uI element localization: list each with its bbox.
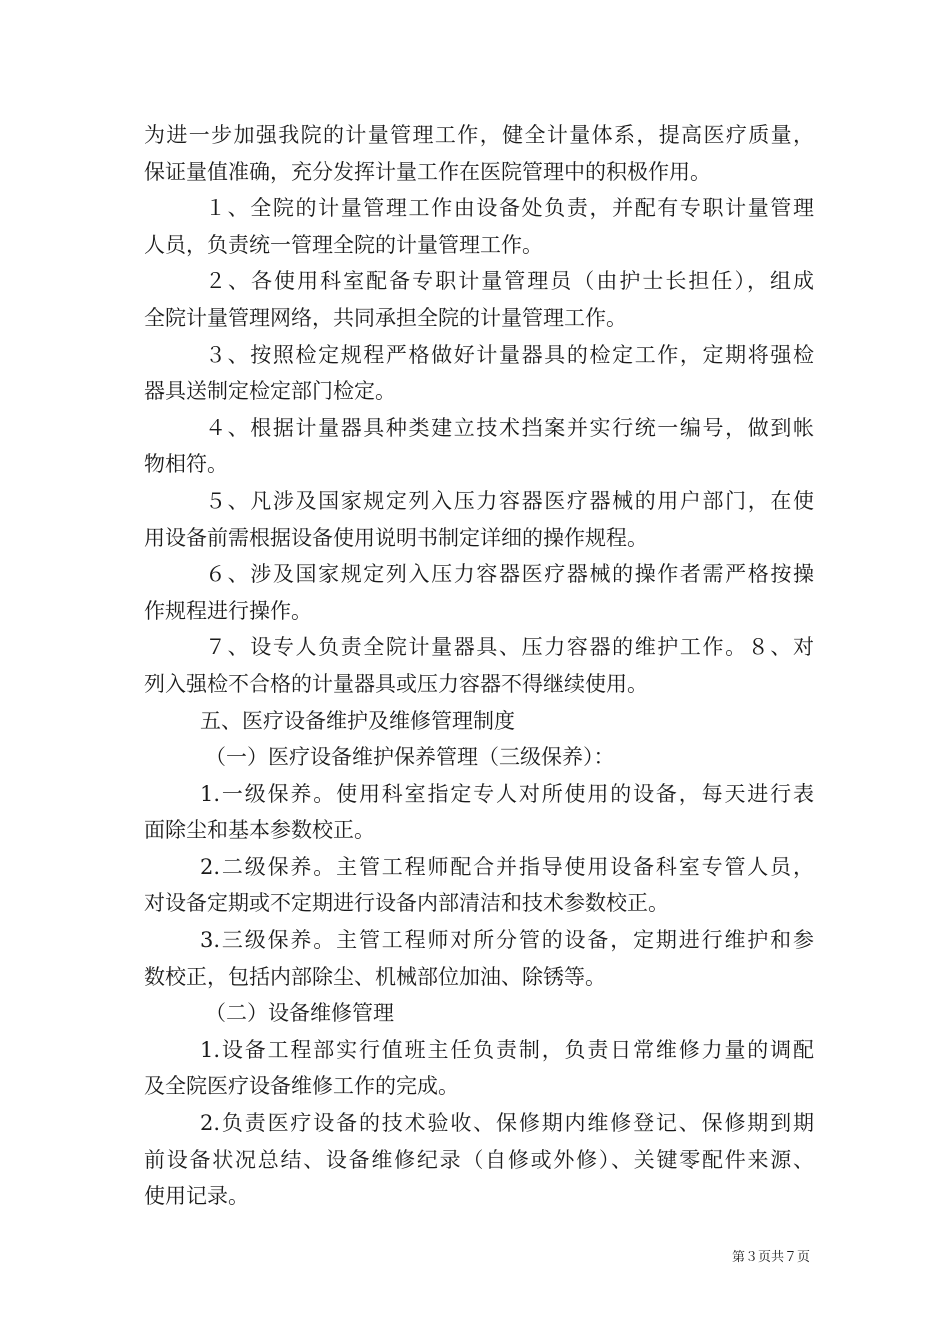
paragraph-item-4: ４、根据计量器具种类建立技术挡案并实行统一编号，做到帐 bbox=[205, 415, 814, 440]
paragraph-item-3: ３、按照检定规程严格做好计量器具的检定工作，定期将强检 bbox=[205, 342, 814, 367]
paragraph-item: 1.一级保养。使用科室指定专人对所使用的设备，每天进行表 bbox=[200, 781, 814, 806]
subsection-heading: （一）医疗设备维护保养管理（三级保养）： bbox=[205, 745, 615, 770]
text-line: 用设备前需根据设备使用说明书制定详细的操作规程。 bbox=[144, 525, 648, 550]
paragraph-item-7: ７、设专人负责全院计量器具、压力容器的维护工作。８、对 bbox=[205, 635, 814, 660]
text-line: 面除尘和基本参数校正。 bbox=[144, 818, 375, 843]
text-line: 前设备状况总结、设备维修纪录（自修或外修）、关键零配件来源、 bbox=[144, 1147, 814, 1172]
text-line: 数校正，包括内部除尘、机械部位加油、除锈等。 bbox=[144, 964, 606, 989]
paragraph-item: 3.三级保养。主管工程师对所分管的设备，定期进行维护和参 bbox=[200, 928, 814, 953]
text-line: 器具送制定检定部门检定。 bbox=[144, 379, 396, 404]
paragraph-item-5: ５、凡涉及国家规定列入压力容器医疗器械的用户部门，在使 bbox=[205, 488, 814, 513]
paragraph-item-2: ２、各使用科室配备专职计量管理员（由护士长担任），组成 bbox=[205, 269, 814, 294]
page-number: 第３页共７页 bbox=[731, 1250, 810, 1265]
text-line: 物相符。 bbox=[144, 452, 228, 477]
text-line: 为进一步加强我院的计量管理工作，健全计量体系，提高医疗质量， bbox=[144, 123, 814, 147]
paragraph-item: 1.设备工程部实行值班主任负责制，负责日常维修力量的调配 bbox=[200, 1037, 814, 1062]
document-body bbox=[144, 117, 814, 1215]
section-heading: 五、医疗设备维护及维修管理制度 bbox=[200, 708, 515, 733]
text-line: 列入强检不合格的计量器具或压力容器不得继续使用。 bbox=[144, 671, 648, 696]
text-line: 及全院医疗设备维修工作的完成。 bbox=[144, 1074, 459, 1099]
subsection-heading: （二）设备维修管理 bbox=[205, 1001, 394, 1026]
text-line: 使用记录。 bbox=[144, 1184, 249, 1209]
text-line: 人员，负责统一管理全院的计量管理工作。 bbox=[144, 232, 543, 257]
paragraph-item: 2.负责医疗设备的技术验收、保修期内维修登记、保修期到期 bbox=[200, 1111, 814, 1136]
paragraph-item: 2.二级保养。主管工程师配合并指导使用设备科室专管人员， bbox=[200, 854, 814, 879]
text-line: 保证量值准确，充分发挥计量工作在医院管理中的积极作用。 bbox=[144, 159, 711, 184]
paragraph-item-6: ６、涉及国家规定列入压力容器医疗器械的操作者需严格按操 bbox=[205, 562, 814, 587]
text-line: 对设备定期或不定期进行设备内部清洁和技术参数校正。 bbox=[144, 891, 669, 916]
text-line: 全院计量管理网络，共同承担全院的计量管理工作。 bbox=[144, 305, 627, 330]
paragraph-item-1: １、全院的计量管理工作由设备处负责，并配有专职计量管理 bbox=[205, 196, 814, 221]
text-line: 作规程进行操作。 bbox=[144, 598, 312, 623]
